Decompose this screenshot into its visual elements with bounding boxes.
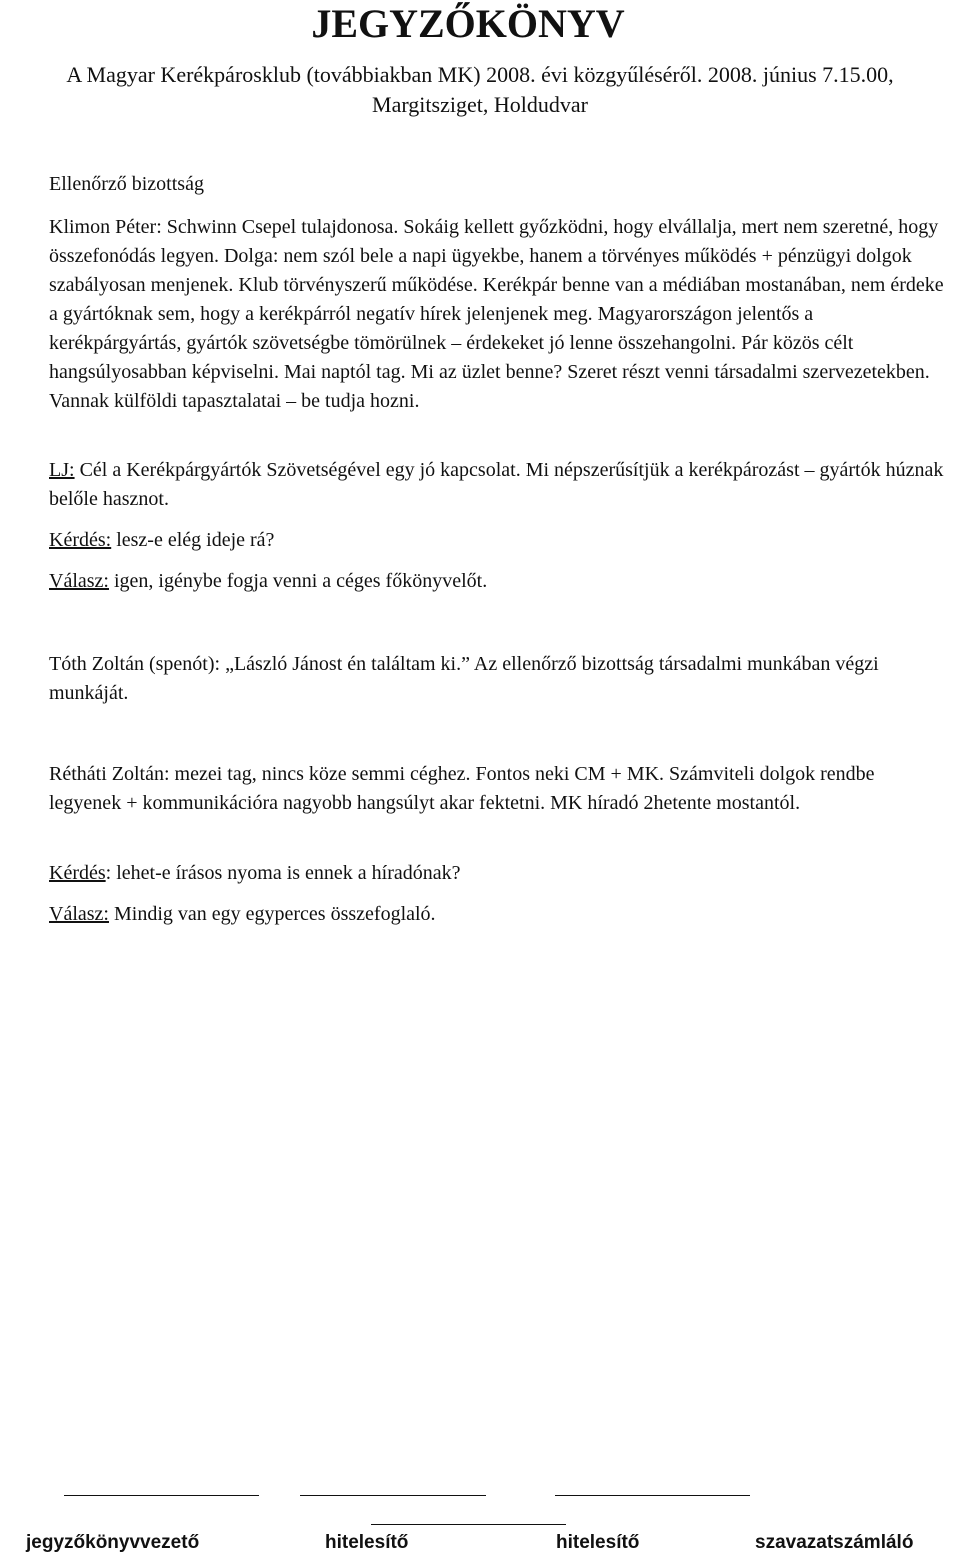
answer-2 (49, 900, 944, 929)
question-1-label: Kérdés: (49, 529, 112, 551)
answer-1-text: igen, igénybe fogja venni a céges főkönyvelőt. (108, 570, 488, 592)
subtitle-line-2: Margitsziget, Holdudvar (372, 92, 588, 117)
lj-label: LJ: (49, 459, 75, 481)
question-1 (49, 526, 944, 555)
signature-label-authenticator-2: hitelesítő (556, 1532, 640, 1553)
lj-text: Cél a Kerékpárgyártók Szövetségével egy jó kapcsolat. Mi népszerűsítjük a kerékpározást – gyártók húznak belőle hasznot. (49, 459, 944, 510)
subtitle-line-1: A Magyar Kerékpárosklub (továbbiakban MK) 2008. évi közgyűléséről. 2008. június 7.15.00, (66, 62, 894, 87)
answer-2-text: Mindig van egy egyperces összefoglaló. (108, 903, 436, 925)
lj-paragraph (49, 456, 944, 514)
question-2 (49, 859, 944, 888)
answer-1-label: Válasz: (49, 570, 109, 592)
signature-label-minutes-keeper: jegyzőkönyvvezető (26, 1532, 200, 1553)
rethati-paragraph: Rétháti Zoltán: mezei tag, nincs köze semmi céghez. Fontos neki CM + MK. Számviteli dolgok rendbe legyenek + kommunikációra nagyobb hangsúlyt akar fektetni. MK híradó 2hetente mostantól. (49, 763, 875, 814)
klimon-paragraph: Klimon Péter: Schwinn Csepel tulajdonosa. Sokáig kellett győzködni, hogy elvállalja, mert nem szeretné, hogy összefonódás legyen. Dolga: nem szól bele a napi ügyekbe, hanem a törvényes működés + pénzügyi dolgok szabályosan menjenek. Klub törvényszerű működése. Kerékpár benne van a médiában mostanában, nem érdeke a gyártóknak sem, hogy a kerékpárról negatív hírek jelenjenek meg. Magyarországon jelentős a kerékpárgyártás, gyártók szövetségbe tömörülnek – érdekeket jó lenne összehangolni. Pár közös célt hangsúlyosabban képviselni. Mai naptól tag. Mi az üzlet benne? Szeret részt venni társadalmi szervezetekben. Vannak külföldi tapasztalatai – be tudja hozni. (49, 216, 944, 412)
signature-label-authenticator-1: hitelesítő (325, 1532, 409, 1553)
signature-line-vote-counter (371, 1524, 566, 1525)
signature-label-vote-counter: szavazatszámláló (755, 1532, 914, 1553)
question-2-text: : lehet-e írásos nyoma is ennek a híradónak? (105, 862, 461, 884)
question-2-label: Kérdés (49, 862, 106, 884)
signature-line-authenticator-1 (300, 1495, 486, 1496)
question-1-text: lesz-e elég ideje rá? (111, 529, 275, 551)
document-title: JEGYZŐKÖNYV (311, 1, 625, 46)
signature-line-authenticator-2 (555, 1495, 750, 1496)
toth-paragraph: Tóth Zoltán (spenót): „László Jánost én találtam ki.” Az ellenőrző bizottság társadalmi munkában végzi munkáját. (49, 653, 879, 704)
document-subtitle (0, 60, 960, 120)
committee-heading: Ellenőrző bizottság (49, 173, 204, 195)
signature-line-minutes-keeper (64, 1495, 259, 1496)
answer-2-label: Válasz: (49, 903, 109, 925)
answer-1 (49, 567, 944, 596)
